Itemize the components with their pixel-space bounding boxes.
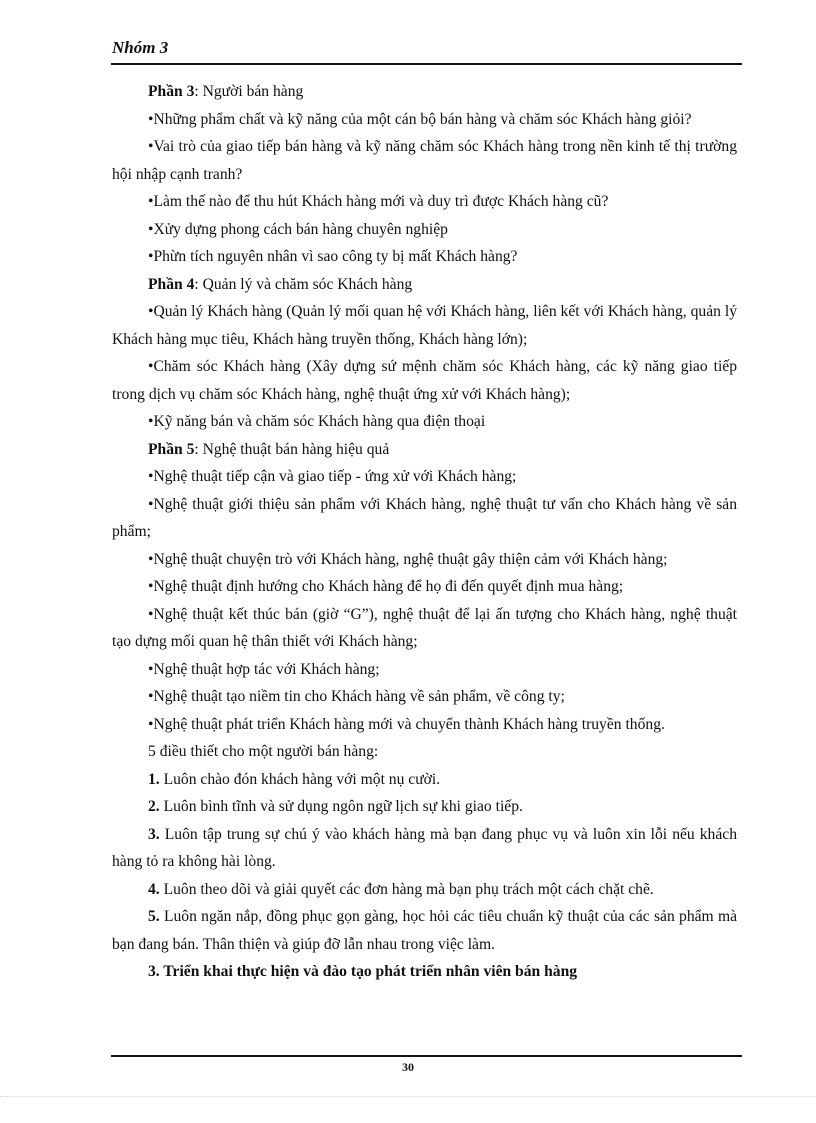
section-heading-phan-3 bbox=[112, 78, 737, 106]
section-heading-label: Phần 3 bbox=[148, 83, 195, 100]
item-number: 5. bbox=[148, 908, 160, 925]
document-body bbox=[112, 78, 737, 986]
list-item: •Nghệ thuật định hướng cho Khách hàng để họ đi đến quyết định mua hàng; bbox=[148, 578, 624, 595]
list-item: •Nghệ thuật kết thúc bán (giờ “G”), nghệ thuật để lại ấn tượng cho Khách hàng, nghệ thuật tạo dựng mối quan hệ thân thiết với Khách hàng; bbox=[112, 605, 737, 650]
item-text: Luôn bình tĩnh và sử dụng ngôn ngữ lịch sự khi giao tiếp. bbox=[159, 798, 523, 815]
numbered-item bbox=[112, 903, 737, 958]
item-text: Luôn chào đón khách hàng với một nụ cười. bbox=[159, 770, 441, 788]
item-number: 1. bbox=[148, 770, 160, 788]
numbered-item bbox=[112, 766, 737, 794]
section-heading-phan-5 bbox=[112, 436, 737, 464]
section-heading-text: : Nghệ thuật bán hàng hiệu quả bbox=[194, 440, 390, 458]
numbered-item bbox=[112, 793, 737, 821]
header-title: Nhóm 3 bbox=[112, 38, 169, 57]
item-text: Luôn tập trung sự chú ý vào khách hàng mà bạn đang phục vụ và luôn xin lỗi nếu khách hàng tỏ ra không hài lòng. bbox=[112, 825, 737, 870]
item-text: Luôn ngăn nắp, đồng phục gọn gàng, học hỏi các tiêu chuẩn kỹ thuật của các sản phẩm mà bạn đang bán. Thân thiện và giúp đỡ lẫn nhau trong việc làm. bbox=[112, 908, 737, 953]
five-things-intro: 5 điều thiết cho một người bán hàng: bbox=[148, 743, 379, 760]
header-rule bbox=[111, 63, 742, 65]
item-number: 2. bbox=[148, 798, 160, 815]
section-heading-label: Phần 5 bbox=[148, 440, 195, 458]
item-number: 4. bbox=[148, 880, 160, 898]
list-item: •Kỹ năng bán và chăm sóc Khách hàng qua điện thoại bbox=[148, 413, 486, 430]
next-section-heading: 3. Triển khai thực hiện và đào tạo phát triển nhân viên bán hàng bbox=[148, 963, 578, 980]
list-item: •Quản lý Khách hàng (Quản lý mối quan hệ với Khách hàng, liên kết với Khách hàng, quản lý Khách hàng mục tiêu, Khách hàng truyền thống, Khách hàng lớn); bbox=[112, 303, 737, 348]
list-item: •Nghệ thuật tạo niềm tin cho Khách hàng về sản phẩm, về công ty; bbox=[148, 688, 565, 705]
list-item: •Nghệ thuật giới thiệu sản phẩm với Khách hàng, nghệ thuật tư vấn cho Khách hàng về sản phẩm; bbox=[112, 495, 737, 540]
section-heading-label: Phần 4 bbox=[148, 275, 195, 293]
list-item: •Nghệ thuật tiếp cận và giao tiếp - ứng xử với Khách hàng; bbox=[148, 468, 517, 485]
list-item: •Chăm sóc Khách hàng (Xây dựng sứ mệnh chăm sóc Khách hàng, các kỹ năng giao tiếp trong dịch vụ chăm sóc Khách hàng, nghệ thuật ứng xử với Khách hàng); bbox=[112, 358, 737, 403]
page-bottom-divider bbox=[0, 1096, 816, 1097]
list-item: •Vai trò của giao tiếp bán hàng và kỹ năng chăm sóc Khách hàng trong nền kinh tế thị trường hội nhập cạnh tranh? bbox=[112, 138, 737, 183]
list-item: •Xửy dựng phong cách bán hàng chuyên nghiệp bbox=[148, 220, 448, 238]
list-item: •Nghệ thuật phát triển Khách hàng mới và chuyển thành Khách hàng truyền thống. bbox=[148, 715, 665, 733]
list-item: •Phừn tích nguyên nhân vì sao công ty bị mất Khách hàng? bbox=[148, 248, 518, 265]
numbered-item bbox=[112, 821, 737, 876]
list-item: •Nghệ thuật hợp tác với Khách hàng; bbox=[148, 660, 380, 678]
section-heading-text: : Người bán hàng bbox=[194, 83, 304, 100]
item-number: 3. bbox=[148, 825, 160, 843]
list-item: •Làm thế nào để thu hút Khách hàng mới và duy trì được Khách hàng cũ? bbox=[148, 193, 609, 210]
list-item: •Những phẩm chất và kỹ năng của một cán bộ bán hàng và chăm sóc Khách hàng giỏi? bbox=[148, 110, 692, 128]
footer-rule bbox=[111, 1055, 742, 1057]
page-number: 30 bbox=[402, 1060, 414, 1074]
section-heading-phan-4 bbox=[112, 271, 737, 299]
item-text: Luôn theo dõi và giải quyết các đơn hàng mà bạn phụ trách một cách chặt chẽ. bbox=[159, 880, 654, 898]
numbered-item bbox=[112, 876, 737, 904]
section-heading-text: : Quản lý và chăm sóc Khách hàng bbox=[194, 275, 413, 293]
list-item: •Nghệ thuật chuyện trò với Khách hàng, nghệ thuật gây thiện cảm với Khách hàng; bbox=[148, 550, 668, 568]
